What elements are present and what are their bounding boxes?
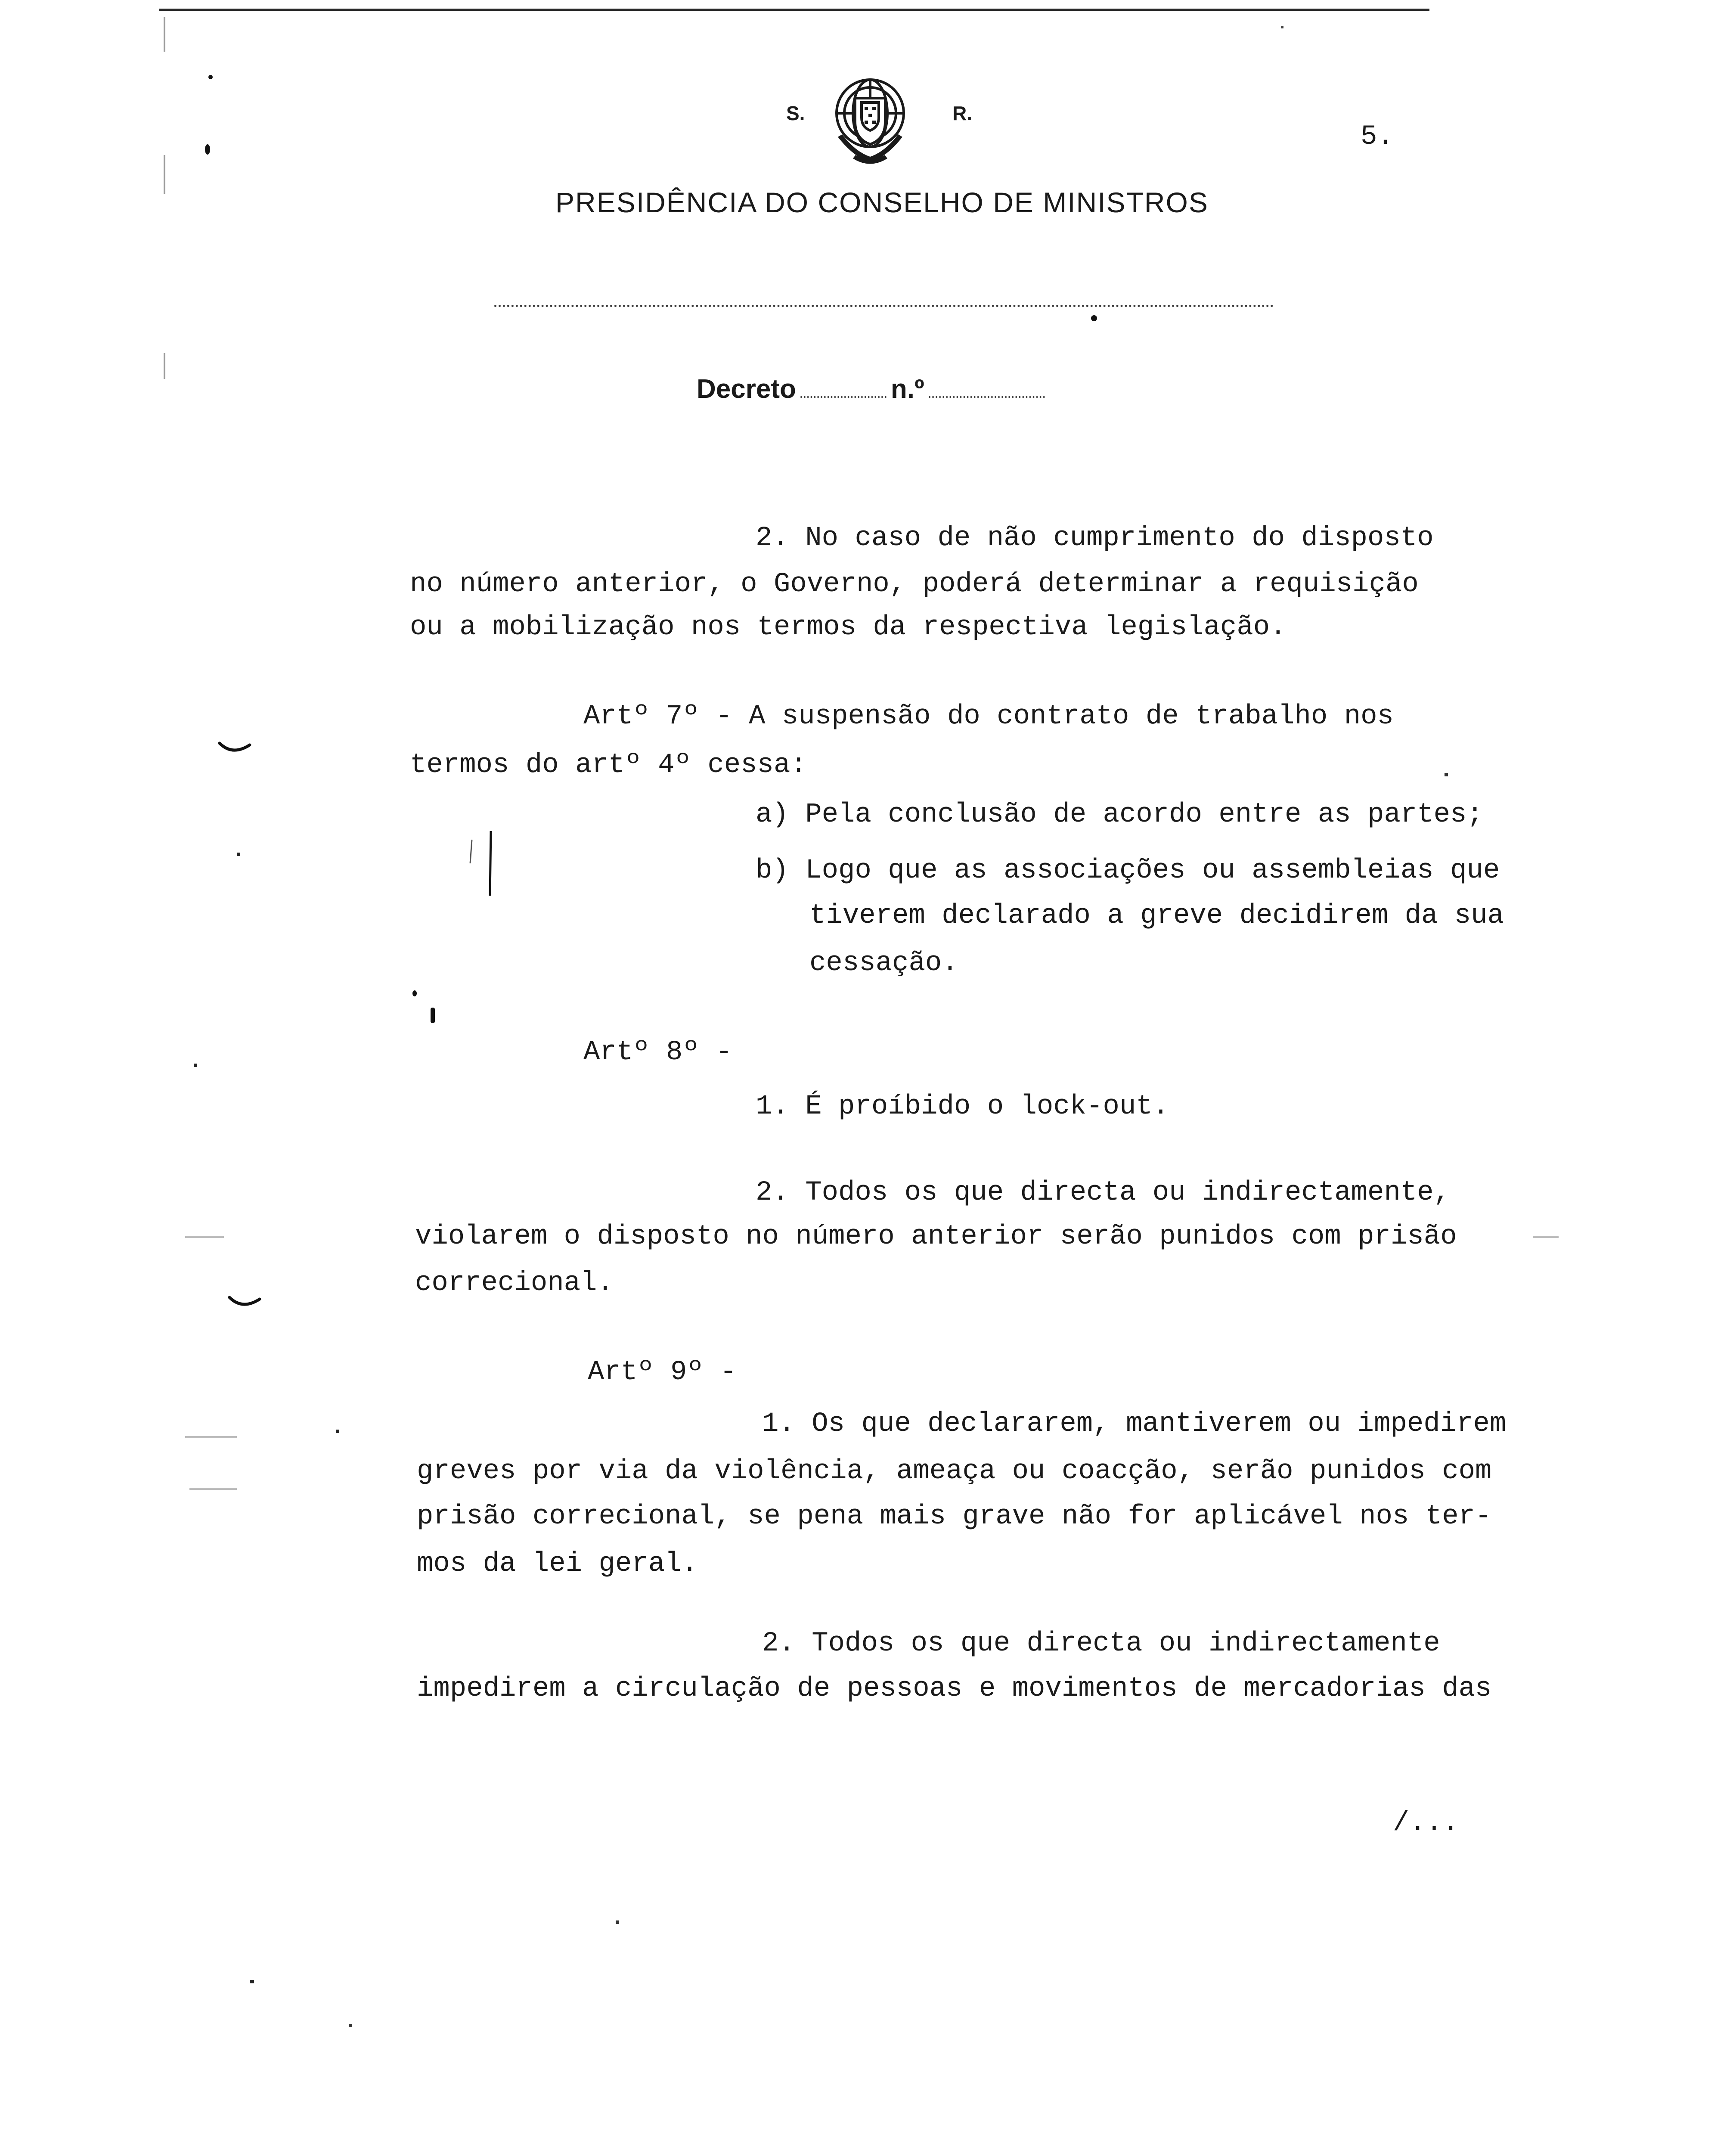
header-right-letter: R. (952, 102, 972, 124)
ink-mark (431, 1008, 435, 1023)
dotted-separator-line (494, 305, 1274, 307)
scan-speck (185, 1436, 237, 1438)
page-number: 5. (1361, 121, 1394, 152)
scan-speck (164, 17, 165, 52)
body-line: prisão correcional, se pena mais grave não for aplicável nos ter- (417, 1501, 1492, 1532)
body-line: tiverem declarado a greve decidirem da sua (809, 900, 1504, 931)
body-line: impedirem a circulação de pessoas e movimentos de mercadorias das (417, 1673, 1492, 1704)
margin-tick-icon (217, 740, 252, 757)
body-line: ou a mobilização nos termos da respectiva legislação. (410, 612, 1286, 643)
body-line: 2. Todos os que directa ou indirectamente, (756, 1177, 1451, 1208)
numero-blank (929, 396, 1045, 398)
scan-speck (1281, 26, 1283, 28)
institution-heading: PRESIDÊNCIA DO CONSELHO DE MINISTROS (555, 186, 1209, 218)
article-heading: Artº 7º - A suspensão do contrato de trabalho nos (583, 701, 1394, 732)
margin-tick-icon (227, 1294, 262, 1311)
list-item: a) Pela conclusão de acordo entre as partes; (756, 799, 1483, 830)
body-line: termos do artº 4º cessa: (410, 750, 807, 781)
body-line: 1. É proíbido o lock-out. (756, 1091, 1169, 1122)
scan-speck (185, 1236, 224, 1238)
scan-speck (237, 853, 240, 856)
scan-speck (194, 1064, 197, 1067)
ink-dot (208, 75, 213, 79)
body-line: 2. No caso de não cumprimento do disposto (756, 523, 1434, 554)
scan-speck (164, 353, 165, 379)
decreto-line (697, 374, 1049, 404)
decreto-blank (800, 396, 887, 398)
margin-pen-stroke (469, 831, 495, 896)
ink-dot (1091, 315, 1097, 321)
scan-speck (1445, 773, 1448, 776)
continuation-mark: /... (1393, 1808, 1459, 1839)
top-border-line (159, 9, 1429, 11)
scan-speck (164, 155, 165, 194)
body-line: correcional. (415, 1268, 614, 1299)
ink-mark (205, 144, 210, 155)
article-heading: Artº 8º - (583, 1037, 732, 1068)
scan-speck (616, 1920, 619, 1924)
scan-speck (349, 2024, 352, 2027)
scan-speck (250, 1980, 254, 1983)
header-left-letter: S. (786, 102, 805, 124)
list-item: b) Logo que as associações ou assembleias que (756, 855, 1500, 886)
body-line: greves por via da violência, ameaça ou coacção, serão punidos com (417, 1456, 1492, 1487)
body-line: 2. Todos os que directa ou indirectamente (762, 1628, 1440, 1659)
body-line: no número anterior, o Governo, poderá determinar a requisição (410, 569, 1419, 600)
numero-label: n.º (890, 374, 924, 404)
decreto-label: Decreto (697, 374, 796, 404)
body-line: violarem o disposto no número anterior serão punidos com prisão (415, 1221, 1457, 1252)
body-line: 1. Os que declararem, mantiverem ou impedirem (762, 1408, 1507, 1439)
article-heading: Artº 9º - (588, 1357, 737, 1388)
body-line: cessação. (809, 948, 958, 979)
ink-dot (412, 990, 417, 996)
body-line: mos da lei geral. (417, 1548, 698, 1579)
scan-speck (1533, 1236, 1559, 1238)
scan-speck (336, 1430, 339, 1433)
coat-of-arms-seal-icon (829, 72, 911, 171)
scan-speck (189, 1488, 237, 1490)
